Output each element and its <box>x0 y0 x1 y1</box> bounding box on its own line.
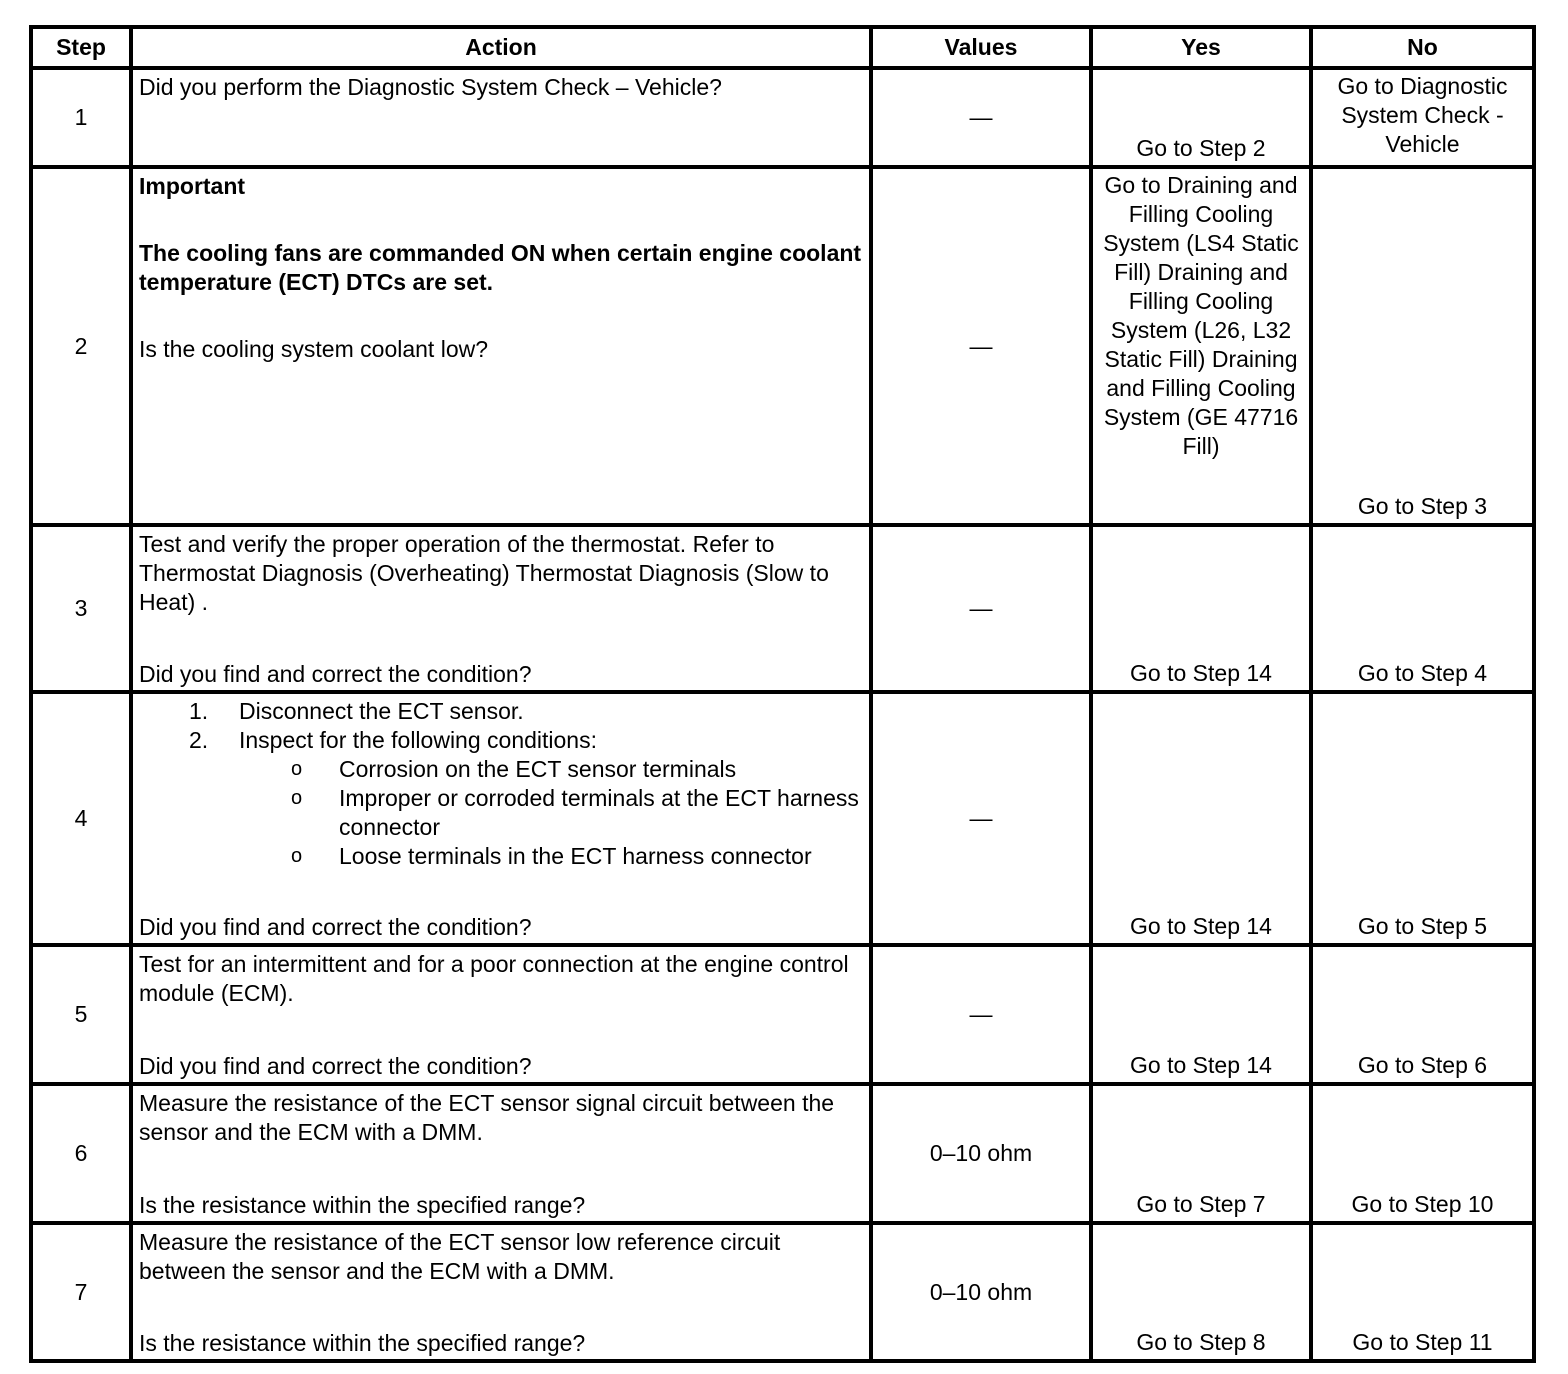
sub-list-item: o Corrosion on the ECT sensor terminals <box>291 756 737 782</box>
bullet-icon: o <box>291 787 303 809</box>
action-cell <box>131 692 871 945</box>
list-item: 1. Disconnect the ECT sensor. <box>189 698 524 724</box>
step-number: 2 <box>31 167 131 525</box>
action-question: Is the resistance within the specified range? <box>139 1330 586 1356</box>
bullet-icon: o <box>291 845 303 867</box>
action-question: Did you find and correct the condition? <box>139 661 532 687</box>
table-row <box>31 1084 1534 1223</box>
action-cell <box>131 1084 871 1223</box>
yes-cell: Go to Step 8 <box>1091 1223 1311 1361</box>
value-cell: — <box>871 692 1091 945</box>
table-row <box>31 945 1534 1084</box>
step-number: 5 <box>31 945 131 1084</box>
list-item: 2. Inspect for the following conditions: o Corrosion on the ECT sensor terminals o Improper or corroded terminals at the ECT harness connector o Loose terminals in the ECT harness connector <box>189 726 863 871</box>
important-note: The cooling fans are commanded ON when certain engine coolant temperature (ECT) DTCs are set. <box>139 240 862 295</box>
value-cell: — <box>871 68 1091 167</box>
no-cell: Go to Step 11 <box>1311 1223 1534 1361</box>
value-cell: — <box>871 167 1091 525</box>
step-number: 3 <box>31 525 131 692</box>
no-cell: Go to Step 10 <box>1311 1084 1534 1223</box>
header-no: No <box>1311 27 1534 68</box>
sub-list <box>239 755 863 871</box>
no-cell: Go to Step 4 <box>1311 525 1534 692</box>
yes-cell: Go to Step 14 <box>1091 945 1311 1084</box>
action-text: Did you perform the Diagnostic System Check – Vehicle? <box>139 74 722 100</box>
sub-list-item: o Improper or corroded terminals at the ECT harness connector <box>291 785 859 840</box>
no-cell: Go to Step 6 <box>1311 945 1534 1084</box>
numbered-list <box>139 697 863 871</box>
value-cell: — <box>871 525 1091 692</box>
yes-cell: Go to Step 14 <box>1091 692 1311 945</box>
table-row <box>31 167 1534 525</box>
value-cell: — <box>871 945 1091 1084</box>
bullet-icon: o <box>291 758 303 780</box>
action-cell <box>131 525 871 692</box>
important-heading: Important <box>139 173 246 199</box>
header-yes: Yes <box>1091 27 1311 68</box>
no-cell: Go to Step 3 <box>1311 167 1534 525</box>
table-row <box>31 68 1534 167</box>
value-cell: 0–10 ohm <box>871 1084 1091 1223</box>
action-question: Did you find and correct the condition? <box>139 1053 532 1079</box>
step-number: 1 <box>31 68 131 167</box>
action-text: Measure the resistance of the ECT sensor signal circuit between the sensor and the ECM with a DMM. <box>139 1090 835 1145</box>
action-text: Test and verify the proper operation of the thermostat. Refer to Thermostat Diagnosis (Overheating) Thermostat Diagnosis (Slow to Heat) . <box>139 531 829 615</box>
action-cell <box>131 1223 871 1361</box>
action-text: Measure the resistance of the ECT sensor low reference circuit between the sensor and the ECM with a DMM. <box>139 1229 781 1284</box>
no-cell: Go to Step 5 <box>1311 692 1534 945</box>
header-row <box>31 27 1534 68</box>
yes-cell: Go to Step 14 <box>1091 525 1311 692</box>
diagnostic-table <box>29 25 1536 1363</box>
no-cell: Go to Diagnostic System Check - Vehicle <box>1311 68 1534 167</box>
yes-cell: Go to Step 7 <box>1091 1084 1311 1223</box>
header-action: Action <box>131 27 871 68</box>
step-number: 4 <box>31 692 131 945</box>
action-question: Is the cooling system coolant low? <box>139 336 489 362</box>
header-values: Values <box>871 27 1091 68</box>
action-text: Test for an intermittent and for a poor connection at the engine control module (ECM). <box>139 951 849 1006</box>
yes-cell: Go to Step 2 <box>1091 68 1311 167</box>
value-cell: 0–10 ohm <box>871 1223 1091 1361</box>
action-question: Is the resistance within the specified range? <box>139 1192 586 1218</box>
sub-list-item: o Loose terminals in the ECT harness connector <box>291 843 812 869</box>
action-cell <box>131 167 871 525</box>
table-row <box>31 525 1534 692</box>
table-row <box>31 692 1534 945</box>
step-number: 6 <box>31 1084 131 1223</box>
action-question: Did you find and correct the condition? <box>139 914 532 940</box>
step-number: 7 <box>31 1223 131 1361</box>
yes-cell: Go to Draining and Filling Cooling System (LS4 Static Fill) Draining and Filling Cooling System (L26, L32 Static Fill) Draining and Filling Cooling System (GE 47716 Fill) <box>1091 167 1311 525</box>
action-cell <box>131 68 871 167</box>
table-row <box>31 1223 1534 1361</box>
header-step: Step <box>31 27 131 68</box>
action-cell <box>131 945 871 1084</box>
